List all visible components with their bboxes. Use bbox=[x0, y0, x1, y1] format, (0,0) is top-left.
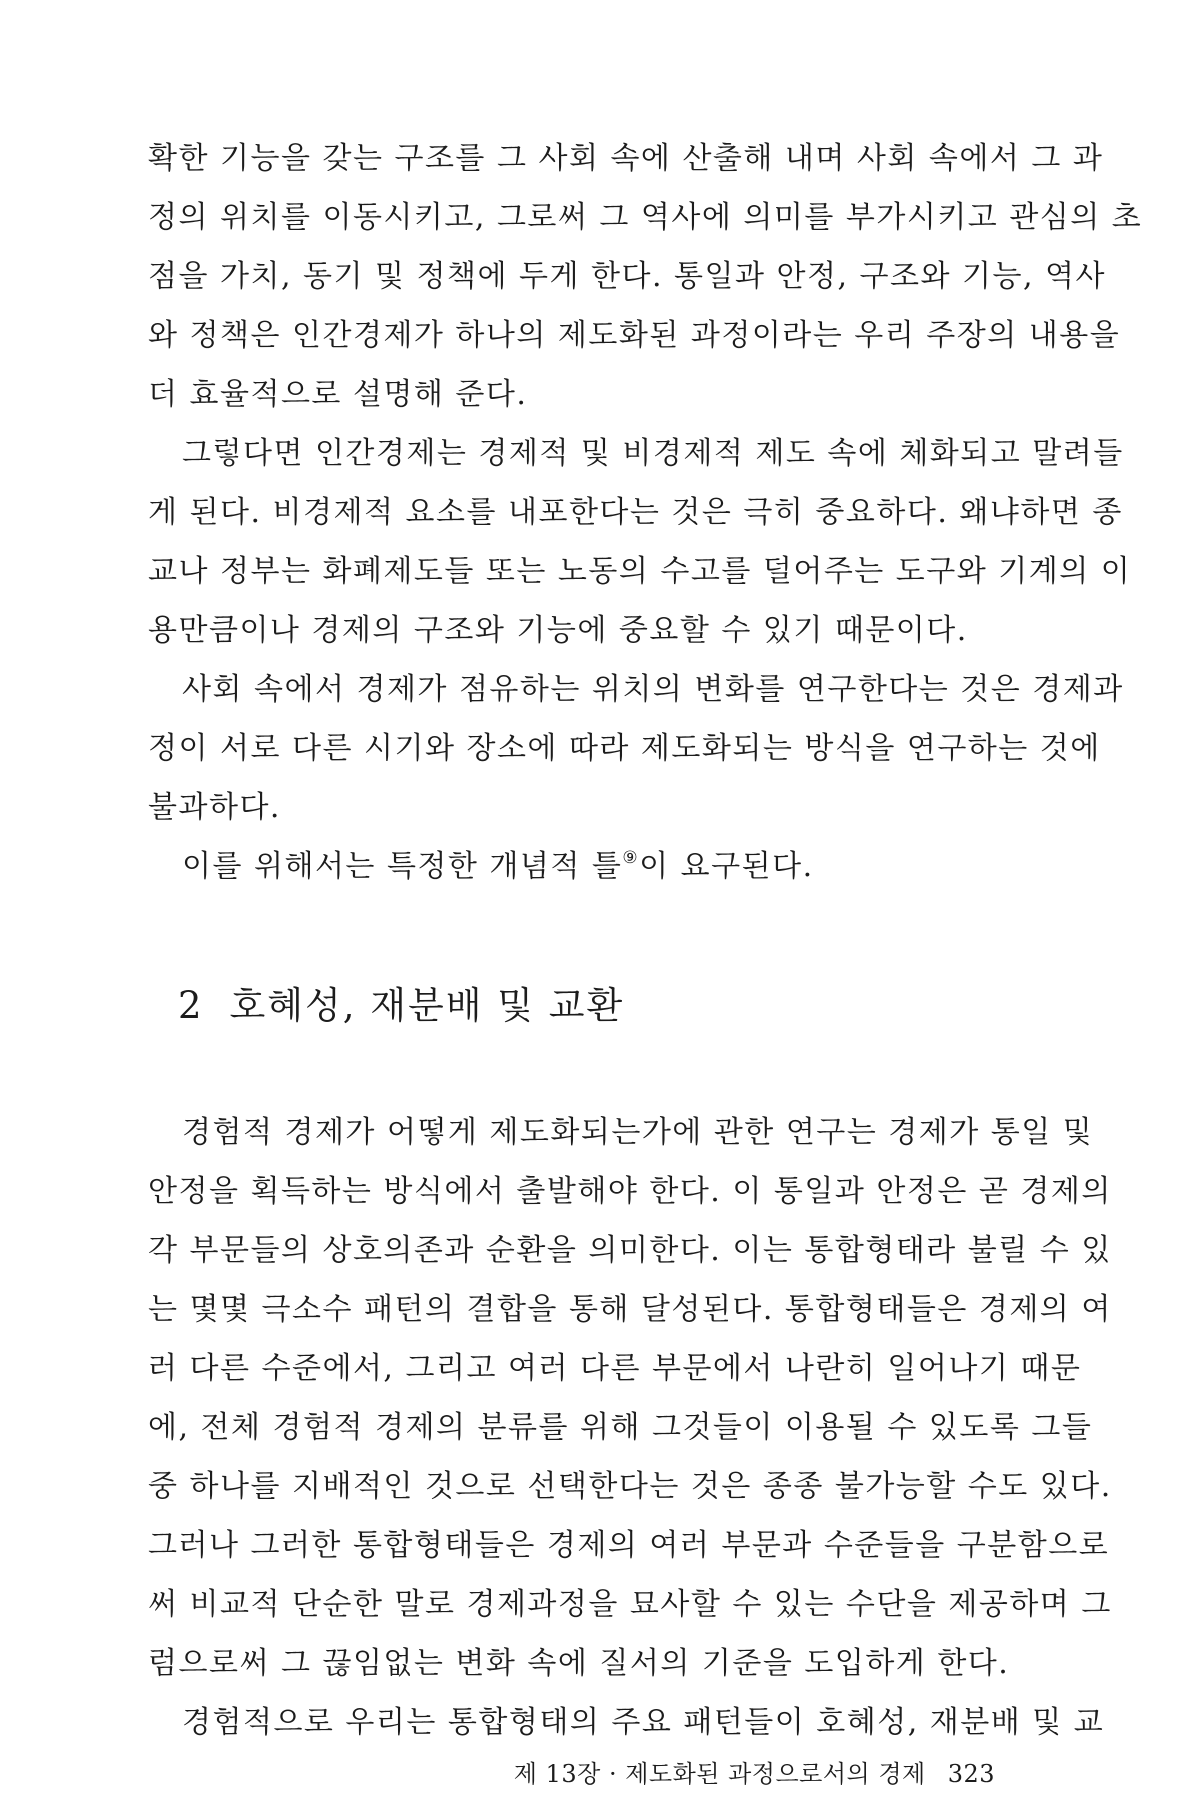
paragraph-3-line-3: 불과하다. bbox=[148, 790, 281, 825]
paragraph-2-line-4: 용만큼이나 경제의 구조와 기능에 중요할 수 있기 때문이다. bbox=[148, 613, 968, 648]
paragraph-6-line-1: 경험적으로 우리는 통합형태의 주요 패턴들이 호혜성, 재분배 및 교 bbox=[182, 1705, 1105, 1740]
paragraph-3-line-2: 정이 서로 다른 시기와 장소에 따라 제도화되는 방식을 연구하는 것에 bbox=[148, 731, 1101, 766]
paragraph-1-line-1: 확한 기능을 갖는 구조를 그 사회 속에 산출해 내며 사회 속에서 그 과 bbox=[148, 141, 1104, 176]
running-footer bbox=[514, 1758, 995, 1790]
paragraph-4-text-after-note: 이 요구된다. bbox=[639, 849, 814, 884]
paragraph-2-line-3: 교나 정부는 화폐제도들 또는 노동의 수고를 덜어주는 도구와 기계의 이 bbox=[148, 554, 1132, 589]
paragraph-5-line-7: 중 하나를 지배적인 것으로 선택한다는 것은 종종 불가능할 수도 있다. bbox=[148, 1469, 1112, 1504]
section-heading bbox=[178, 982, 624, 1030]
paragraph-3-line-1: 사회 속에서 경제가 점유하는 위치의 변화를 연구한다는 것은 경제과 bbox=[182, 672, 1124, 707]
paragraph-2-line-1: 그렇다면 인간경제는 경제적 및 비경제적 제도 속에 체화되고 말려들 bbox=[182, 436, 1124, 471]
paragraph-5-line-1: 경험적 경제가 어떻게 제도화되는가에 관한 연구는 경제가 통일 및 bbox=[182, 1115, 1094, 1150]
paragraph-5-line-2: 안정을 획득하는 방식에서 출발해야 한다. 이 통일과 안정은 곧 경제의 bbox=[148, 1174, 1112, 1209]
paragraph-5-line-5: 러 다른 수준에서, 그리고 여러 다른 부문에서 나란히 일어나기 때문 bbox=[148, 1351, 1082, 1386]
footnote-marker: ⑨ bbox=[622, 848, 640, 868]
paragraph-5-line-9: 써 비교적 단순한 말로 경제과정을 묘사할 수 있는 수단을 제공하며 그 bbox=[148, 1587, 1112, 1622]
paragraph-4-line-1 bbox=[148, 847, 1028, 887]
running-head: 제 13장 · 제도화된 과정으로서의 경제 bbox=[513, 1760, 926, 1788]
paragraph-1-line-3: 점을 가치, 동기 및 정책에 두게 한다. 통일과 안정, 구조와 기능, 역사 bbox=[148, 259, 1107, 294]
paragraph-5-line-4: 는 몇몇 극소수 패턴의 결합을 통해 달성된다. 통합형태들은 경제의 여 bbox=[148, 1292, 1112, 1327]
section-number: 2 bbox=[178, 984, 204, 1027]
paragraph-5-line-6: 에, 전체 경험적 경제의 분류를 위해 그것들이 이용될 수 있도록 그들 bbox=[148, 1410, 1093, 1445]
paragraph-1-line-2: 정의 위치를 이동시키고, 그로써 그 역사에 의미를 부가시키고 관심의 초 bbox=[148, 200, 1143, 235]
paragraph-5-line-8: 그러나 그러한 통합형태들은 경제의 여러 부문과 수준들을 구분함으로 bbox=[148, 1528, 1110, 1563]
section-title: 호혜성, 재분배 및 교환 bbox=[229, 984, 625, 1027]
paragraph-1-line-5: 더 효율적으로 설명해 준다. bbox=[148, 377, 528, 412]
paragraph-1-line-4: 와 정책은 인간경제가 하나의 제도화된 과정이라는 우리 주장의 내용을 bbox=[148, 318, 1121, 353]
paragraph-4-text-before-note: 이를 위해서는 특정한 개념적 틀 bbox=[182, 849, 623, 884]
paragraph-5-line-10: 럼으로써 그 끊임없는 변화 속에 질서의 기준을 도입하게 한다. bbox=[148, 1646, 1010, 1681]
paragraph-2-line-2: 게 된다. 비경제적 요소를 내포한다는 것은 극히 중요하다. 왜냐하면 종 bbox=[148, 495, 1123, 530]
paragraph-5-line-3: 각 부문들의 상호의존과 순환을 의미한다. 이는 통합형태라 불릴 수 있 bbox=[148, 1233, 1112, 1268]
page-number: 323 bbox=[947, 1760, 995, 1788]
